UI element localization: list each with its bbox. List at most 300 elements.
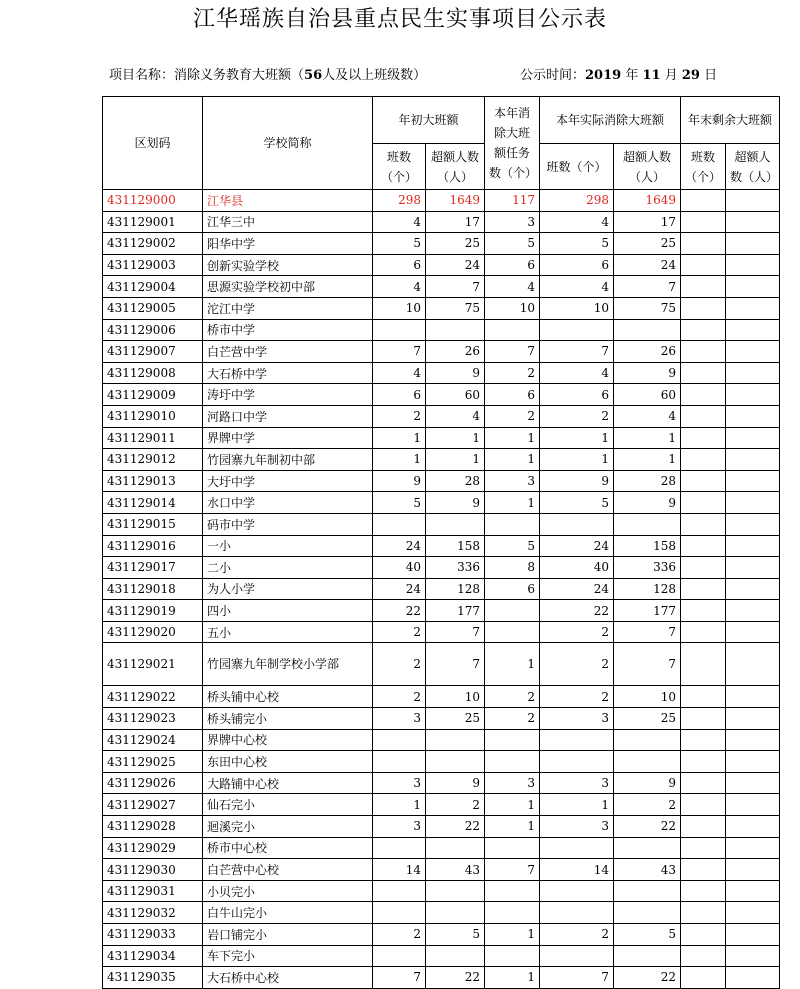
cell-code: 431129018: [103, 578, 203, 600]
cell-task: 5: [485, 535, 540, 557]
cell-school-name: 二小: [203, 557, 373, 579]
cell-start-classes: [373, 513, 426, 535]
cell-school-name: 岩口铺完小: [203, 924, 373, 946]
cell-code: 431129032: [103, 902, 203, 924]
cell-remain-classes: [681, 729, 726, 751]
header-actual: 本年实际消除大班额: [540, 97, 681, 144]
cell-start-over: [426, 513, 485, 535]
cell-remain-over: [726, 945, 780, 967]
cell-remain-over: [726, 924, 780, 946]
cell-task: [485, 319, 540, 341]
cell-start-over: [426, 751, 485, 773]
cell-start-classes: 2: [373, 924, 426, 946]
cell-remain-over: [726, 362, 780, 384]
cell-start-classes: 1: [373, 427, 426, 449]
cell-remain-classes: [681, 816, 726, 838]
cell-remain-classes: [681, 837, 726, 859]
cell-remain-over: [726, 535, 780, 557]
cell-actual-over: [614, 513, 681, 535]
cell-remain-classes: [681, 621, 726, 643]
table-row: [103, 772, 780, 794]
cell-start-classes: 3: [373, 772, 426, 794]
cell-actual-over: 2: [614, 794, 681, 816]
cell-remain-classes: [681, 967, 726, 989]
cell-start-over: 43: [426, 859, 485, 881]
cell-remain-classes: [681, 557, 726, 579]
cell-actual-classes: [540, 751, 614, 773]
table-row: [103, 686, 780, 708]
cell-remain-classes: [681, 794, 726, 816]
cell-school-name: 思源实验学校初中部: [203, 276, 373, 298]
cell-task: [485, 837, 540, 859]
cell-start-classes: 40: [373, 557, 426, 579]
cell-remain-over: [726, 254, 780, 276]
cell-remain-over: [726, 751, 780, 773]
cell-actual-classes: 1: [540, 427, 614, 449]
schools-table: [102, 96, 780, 989]
cell-start-over: 75: [426, 297, 485, 319]
cell-actual-over: 158: [614, 535, 681, 557]
cell-code: 431129009: [103, 384, 203, 406]
cell-remain-over: [726, 859, 780, 881]
cell-actual-classes: 10: [540, 297, 614, 319]
cell-actual-classes: 298: [540, 190, 614, 212]
cell-actual-over: 60: [614, 384, 681, 406]
cell-start-classes: 6: [373, 384, 426, 406]
cell-school-name: 白牛山完小: [203, 902, 373, 924]
cell-start-classes: 4: [373, 211, 426, 233]
cell-code: 431129026: [103, 772, 203, 794]
table-row: [103, 211, 780, 233]
cell-actual-classes: 6: [540, 254, 614, 276]
cell-remain-classes: [681, 405, 726, 427]
cell-task: 2: [485, 708, 540, 730]
cell-actual-classes: 1: [540, 794, 614, 816]
cell-actual-over: [614, 729, 681, 751]
cell-start-classes: 5: [373, 492, 426, 514]
cell-school-name: 江华县: [203, 190, 373, 212]
cell-remain-classes: [681, 513, 726, 535]
cell-actual-classes: 3: [540, 708, 614, 730]
cell-task: [485, 880, 540, 902]
cell-start-over: [426, 902, 485, 924]
cell-start-over: 9: [426, 772, 485, 794]
cell-remain-classes: [681, 902, 726, 924]
cell-actual-classes: 3: [540, 816, 614, 838]
cell-school-name: 河路口中学: [203, 405, 373, 427]
cell-actual-classes: [540, 902, 614, 924]
cell-actual-over: 24: [614, 254, 681, 276]
cell-remain-over: [726, 319, 780, 341]
cell-remain-over: [726, 902, 780, 924]
table-row: [103, 643, 780, 686]
cell-school-name: 界牌中学: [203, 427, 373, 449]
table-row: [103, 708, 780, 730]
cell-code: 431129013: [103, 470, 203, 492]
cell-code: 431129012: [103, 449, 203, 471]
cell-remain-classes: [681, 254, 726, 276]
cell-code: 431129024: [103, 729, 203, 751]
cell-start-over: 158: [426, 535, 485, 557]
cell-task: 8: [485, 557, 540, 579]
cell-actual-over: [614, 880, 681, 902]
cell-school-name: 白芒营中学: [203, 341, 373, 363]
cell-school-name: 车下完小: [203, 945, 373, 967]
cell-school-name: 大圩中学: [203, 470, 373, 492]
cell-task: 117: [485, 190, 540, 212]
cell-code: 431129015: [103, 513, 203, 535]
cell-start-over: 5: [426, 924, 485, 946]
cell-task: [485, 751, 540, 773]
cell-code: 431129008: [103, 362, 203, 384]
cell-actual-over: 9: [614, 362, 681, 384]
cell-remain-classes: [681, 233, 726, 255]
date-month: 11: [642, 68, 661, 83]
cell-actual-over: 26: [614, 341, 681, 363]
cell-school-name: 水口中学: [203, 492, 373, 514]
cell-actual-classes: 2: [540, 686, 614, 708]
cell-school-name: 创新实验学校: [203, 254, 373, 276]
cell-task: [485, 600, 540, 622]
cell-remain-classes: [681, 297, 726, 319]
table-row: [103, 449, 780, 471]
header-remain-classes: 班数（个）: [681, 144, 726, 190]
cell-code: 431129034: [103, 945, 203, 967]
table-row: [103, 621, 780, 643]
cell-remain-over: [726, 772, 780, 794]
cell-start-over: [426, 880, 485, 902]
cell-start-over: 7: [426, 643, 485, 686]
cell-school-name: 为人小学: [203, 578, 373, 600]
cell-start-classes: [373, 880, 426, 902]
cell-start-classes: 7: [373, 967, 426, 989]
cell-actual-classes: 40: [540, 557, 614, 579]
cell-remain-classes: [681, 449, 726, 471]
header-school: 学校简称: [203, 97, 373, 190]
cell-start-classes: 14: [373, 859, 426, 881]
cell-task: 7: [485, 341, 540, 363]
cell-actual-classes: 2: [540, 643, 614, 686]
cell-task: 1: [485, 816, 540, 838]
header-start-classes: 班数（个）: [373, 144, 426, 190]
cell-start-over: 17: [426, 211, 485, 233]
cell-start-classes: [373, 319, 426, 341]
cell-start-over: 25: [426, 708, 485, 730]
cell-remain-classes: [681, 945, 726, 967]
cell-start-classes: 298: [373, 190, 426, 212]
cell-start-classes: 2: [373, 405, 426, 427]
cell-remain-classes: [681, 708, 726, 730]
cell-actual-over: 9: [614, 492, 681, 514]
cell-remain-classes: [681, 341, 726, 363]
cell-start-over: 1: [426, 427, 485, 449]
cell-start-classes: [373, 945, 426, 967]
cell-start-over: 9: [426, 492, 485, 514]
cell-task: 1: [485, 643, 540, 686]
cell-start-over: 24: [426, 254, 485, 276]
cell-actual-over: 1: [614, 427, 681, 449]
cell-remain-classes: [681, 600, 726, 622]
cell-task: 7: [485, 859, 540, 881]
cell-remain-over: [726, 211, 780, 233]
cell-remain-classes: [681, 211, 726, 233]
date-day: 29: [681, 68, 700, 83]
cell-remain-classes: [681, 190, 726, 212]
cell-code: 431129027: [103, 794, 203, 816]
cell-remain-over: [726, 190, 780, 212]
header-remain: 年末剩余大班额: [681, 97, 780, 144]
cell-actual-classes: 3: [540, 772, 614, 794]
cell-actual-over: 25: [614, 708, 681, 730]
cell-task: [485, 729, 540, 751]
cell-start-over: 22: [426, 816, 485, 838]
table-row: [103, 578, 780, 600]
cell-remain-classes: [681, 319, 726, 341]
cell-remain-over: [726, 233, 780, 255]
project-name-line: [109, 64, 426, 83]
cell-code: 431129014: [103, 492, 203, 514]
cell-code: 431129003: [103, 254, 203, 276]
cell-start-classes: 1: [373, 794, 426, 816]
cell-school-name: 沱江中学: [203, 297, 373, 319]
cell-remain-over: [726, 794, 780, 816]
cell-actual-classes: [540, 880, 614, 902]
cell-actual-over: 22: [614, 816, 681, 838]
cell-start-classes: [373, 729, 426, 751]
cell-start-classes: 22: [373, 600, 426, 622]
cell-start-over: 1649: [426, 190, 485, 212]
cell-start-classes: 4: [373, 276, 426, 298]
cell-actual-classes: [540, 837, 614, 859]
cell-remain-classes: [681, 427, 726, 449]
cell-start-over: 60: [426, 384, 485, 406]
cell-school-name: 迴溪完小: [203, 816, 373, 838]
cell-actual-over: 22: [614, 967, 681, 989]
cell-code: 431129005: [103, 297, 203, 319]
cell-remain-over: [726, 708, 780, 730]
cell-start-over: 177: [426, 600, 485, 622]
cell-actual-classes: [540, 945, 614, 967]
cell-actual-over: [614, 902, 681, 924]
cell-start-over: 28: [426, 470, 485, 492]
cell-remain-over: [726, 729, 780, 751]
cell-start-over: 1: [426, 449, 485, 471]
cell-actual-over: 177: [614, 600, 681, 622]
cell-start-classes: 24: [373, 535, 426, 557]
cell-school-name: 大路铺中心校: [203, 772, 373, 794]
table-row: [103, 362, 780, 384]
cell-remain-over: [726, 405, 780, 427]
cell-code: 431129006: [103, 319, 203, 341]
table-row: [103, 427, 780, 449]
cell-actual-over: 9: [614, 772, 681, 794]
cell-start-classes: 24: [373, 578, 426, 600]
cell-code: 431129023: [103, 708, 203, 730]
table-row: [103, 902, 780, 924]
cell-task: 2: [485, 362, 540, 384]
cell-start-over: 9: [426, 362, 485, 384]
cell-actual-over: 28: [614, 470, 681, 492]
cell-remain-over: [726, 513, 780, 535]
cell-code: 431129025: [103, 751, 203, 773]
cell-task: [485, 513, 540, 535]
table-row: [103, 729, 780, 751]
cell-remain-over: [726, 341, 780, 363]
cell-actual-over: 5: [614, 924, 681, 946]
cell-start-classes: 2: [373, 686, 426, 708]
table-row: [103, 190, 780, 212]
cell-actual-classes: 2: [540, 405, 614, 427]
cell-school-name: 码市中学: [203, 513, 373, 535]
cell-actual-classes: 22: [540, 600, 614, 622]
cell-remain-classes: [681, 578, 726, 600]
cell-start-over: 2: [426, 794, 485, 816]
cell-actual-classes: [540, 319, 614, 341]
cell-actual-over: 1: [614, 449, 681, 471]
cell-remain-classes: [681, 751, 726, 773]
cell-start-over: [426, 729, 485, 751]
table-row: [103, 405, 780, 427]
header-start-over: 超额人数（人）: [426, 144, 485, 190]
table-row: [103, 557, 780, 579]
cell-remain-over: [726, 297, 780, 319]
cell-task: 10: [485, 297, 540, 319]
cell-task: 3: [485, 470, 540, 492]
cell-remain-over: [726, 557, 780, 579]
cell-actual-classes: 2: [540, 924, 614, 946]
cell-start-classes: 9: [373, 470, 426, 492]
cell-start-classes: [373, 837, 426, 859]
cell-remain-classes: [681, 362, 726, 384]
cell-code: 431129001: [103, 211, 203, 233]
cell-remain-classes: [681, 535, 726, 557]
cell-start-over: [426, 945, 485, 967]
table-row: [103, 513, 780, 535]
cell-code: 431129031: [103, 880, 203, 902]
cell-task: 6: [485, 254, 540, 276]
cell-remain-over: [726, 470, 780, 492]
project-name-post: 人及以上班级数）: [322, 68, 427, 83]
header-remain-over: 超额人数（人）: [726, 144, 780, 190]
cell-actual-over: 7: [614, 276, 681, 298]
cell-actual-over: 10: [614, 686, 681, 708]
cell-remain-over: [726, 686, 780, 708]
cell-code: 431129033: [103, 924, 203, 946]
table-row: [103, 794, 780, 816]
cell-code: 431129002: [103, 233, 203, 255]
cell-school-name: 一小: [203, 535, 373, 557]
cell-task: 2: [485, 405, 540, 427]
cell-start-classes: 4: [373, 362, 426, 384]
table-row: [103, 751, 780, 773]
cell-task: 1: [485, 794, 540, 816]
cell-actual-classes: 1: [540, 449, 614, 471]
cell-start-over: 7: [426, 621, 485, 643]
cell-start-classes: 2: [373, 643, 426, 686]
cell-task: [485, 945, 540, 967]
cell-actual-over: 7: [614, 621, 681, 643]
cell-task: [485, 902, 540, 924]
cell-code: 431129020: [103, 621, 203, 643]
cell-remain-classes: [681, 643, 726, 686]
cell-start-classes: 10: [373, 297, 426, 319]
cell-remain-over: [726, 492, 780, 514]
cell-task: 1: [485, 427, 540, 449]
header-code: 区划码: [103, 97, 203, 190]
table-row: [103, 319, 780, 341]
cell-remain-over: [726, 967, 780, 989]
cell-task: [485, 621, 540, 643]
cell-school-name: 大石桥中学: [203, 362, 373, 384]
cell-school-name: 界牌中心校: [203, 729, 373, 751]
cell-actual-classes: 5: [540, 233, 614, 255]
cell-school-name: 五小: [203, 621, 373, 643]
cell-remain-over: [726, 643, 780, 686]
cell-school-name: 桥头铺中心校: [203, 686, 373, 708]
cell-school-name: 桥市中心校: [203, 837, 373, 859]
cell-actual-over: 7: [614, 643, 681, 686]
cell-remain-classes: [681, 276, 726, 298]
cell-actual-over: 1649: [614, 190, 681, 212]
cell-code: 431129016: [103, 535, 203, 557]
table-row: [103, 297, 780, 319]
table-row: [103, 859, 780, 881]
table-row: [103, 492, 780, 514]
cell-code: 431129011: [103, 427, 203, 449]
cell-school-name: 竹园寨九年制初中部: [203, 449, 373, 471]
date-label: 公示时间：: [520, 68, 586, 83]
table-row: [103, 470, 780, 492]
cell-remain-classes: [681, 492, 726, 514]
cell-code: 431129010: [103, 405, 203, 427]
table-row: [103, 837, 780, 859]
header-actual-over: 超额人数（人）: [614, 144, 681, 190]
cell-remain-over: [726, 276, 780, 298]
cell-start-over: 4: [426, 405, 485, 427]
cell-actual-classes: 24: [540, 578, 614, 600]
table-row: [103, 945, 780, 967]
cell-actual-over: [614, 319, 681, 341]
cell-task: 3: [485, 211, 540, 233]
cell-remain-classes: [681, 470, 726, 492]
cell-start-over: 22: [426, 967, 485, 989]
cell-school-name: 小贝完小: [203, 880, 373, 902]
cell-school-name: 桥头铺完小: [203, 708, 373, 730]
table-row: [103, 967, 780, 989]
cell-school-name: 仙石完小: [203, 794, 373, 816]
cell-code: 431129030: [103, 859, 203, 881]
table-row: [103, 384, 780, 406]
date-year: 2019: [585, 68, 622, 83]
cell-actual-over: [614, 751, 681, 773]
cell-remain-over: [726, 578, 780, 600]
cell-start-over: 128: [426, 578, 485, 600]
cell-actual-classes: 4: [540, 362, 614, 384]
cell-actual-over: 336: [614, 557, 681, 579]
cell-start-over: [426, 837, 485, 859]
project-name-num: 56: [304, 68, 323, 83]
table-row: [103, 276, 780, 298]
publish-date-line: [520, 64, 717, 83]
cell-task: 1: [485, 449, 540, 471]
cell-actual-classes: 7: [540, 967, 614, 989]
cell-remain-over: [726, 449, 780, 471]
project-name-pre: 消除义务教育大班额（: [174, 68, 305, 83]
cell-task: 4: [485, 276, 540, 298]
cell-task: 6: [485, 578, 540, 600]
cell-task: 6: [485, 384, 540, 406]
cell-remain-over: [726, 837, 780, 859]
